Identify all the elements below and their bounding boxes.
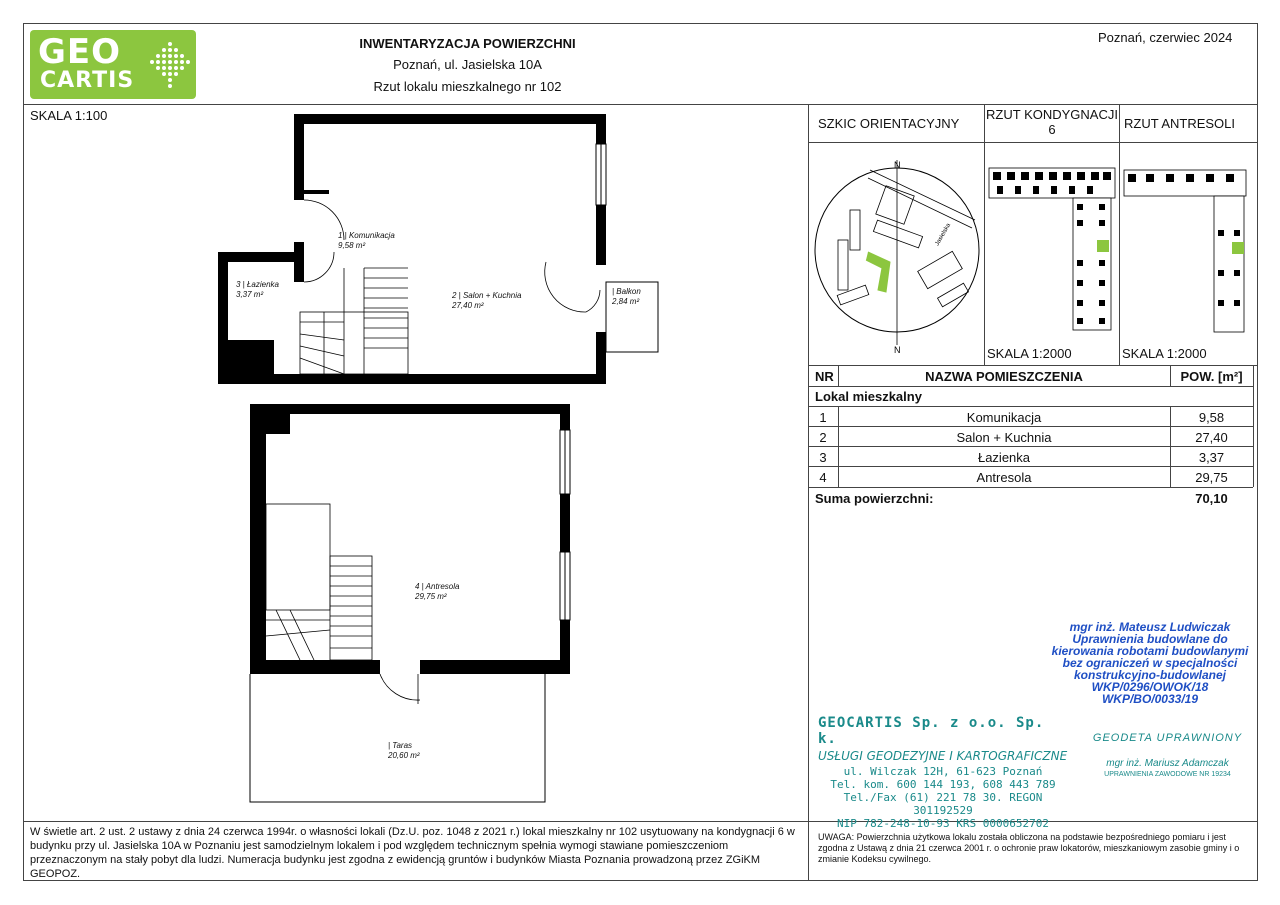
table-row-line-3 (808, 466, 1253, 467)
room-name: 2 | Salon + Kuchnia (452, 291, 522, 300)
row-nr: 1 (819, 410, 827, 425)
room-label-antresola (415, 582, 459, 602)
room-label-lazienka (236, 280, 279, 300)
row-name: Łazienka (977, 450, 1031, 465)
date: Poznań, czerwiec 2024 (1098, 30, 1233, 45)
company-phones: Tel. kom. 600 144 193, 608 443 789 (830, 778, 1056, 791)
mezzanine-sketch (1122, 160, 1257, 340)
company-address: ul. Wilczak 12H, 61-623 Poznań (843, 765, 1043, 778)
street-label: Jasielska (934, 222, 953, 247)
mezz-title: RZUT ANTRESOLI (1124, 116, 1236, 131)
surveyor-name: mgr inż. Mariusz Adamczak (1106, 758, 1229, 769)
col-name: NAZWA POMIESZCZENIA (925, 369, 1083, 384)
logo-text-top: GEO (38, 32, 122, 72)
footer-divider (23, 821, 1258, 822)
subtitle: Rzut lokalu mieszkalnego nr 102 (373, 79, 562, 94)
col-area: POW. [m²] (1180, 369, 1243, 384)
page-title: INWENTARYZACJA POWIERZCHNI (359, 36, 576, 51)
sketch-header-line (808, 142, 1258, 143)
row-nr: 4 (819, 470, 827, 485)
table-row-line-1 (808, 426, 1253, 427)
row-nr: 2 (819, 430, 827, 445)
cert-line: WKP/0296/OWOK/18 (1091, 680, 1209, 694)
cert-line: konstrukcyjno-budowlanej (1073, 668, 1226, 682)
sum-label: Suma powierzchni: (815, 491, 934, 506)
company-services: USŁUGI GEODEZYJNE I KARTOGRAFICZNE (818, 749, 1068, 763)
cert-line: WKP/BO/0033/19 (1101, 692, 1199, 706)
floor-title: RZUT KONDYGNACJI 6 (986, 107, 1118, 137)
surveyor-license: UPRAWNIENIA ZAWODOWE NR 19234 (1104, 771, 1231, 778)
table-header-line (808, 386, 1253, 387)
room-area: 3,37 m² (236, 290, 264, 299)
room-label-komunikacja (338, 231, 395, 251)
table-row-line-4 (808, 487, 1253, 488)
room-area: 2,84 m² (612, 297, 640, 306)
group-label: Lokal mieszkalny (815, 389, 922, 404)
legal-note: W świetle art. 2 ust. 2 ustawy z dnia 24 czerwca 1994r. o własności lokali (Dz.U. poz. 1048 z 2021 r.) lokal mieszkalny nr 102 usytuowany na kondygnacji 6 w budynku przy ul. Jasielska 10A w Poznaniu jest samodzielnym lokalem i pod względem technicznym spełnia wymogi stawiane pomieszczeniom przeznaczonym na stały pobyt dla ludzi. Numeracja budynku jest zgodna z ewidencją gruntów i budynków Miasta Poznania prowadzoną przez ZGiKM GEOPOZ. (30, 826, 795, 880)
company-fax: Tel./Fax (61) 221 78 30. REGON 301192529 (843, 791, 1043, 817)
certification-stamp (1050, 621, 1250, 705)
company-name: GEOCARTIS Sp. z o.o. Sp. k. (818, 715, 1045, 747)
room-label-salon (452, 291, 521, 311)
table-row-line-2 (808, 446, 1253, 447)
table-group-line (808, 406, 1253, 407)
room-area: 20,60 m² (388, 751, 420, 760)
room-name: 4 | Antresola (415, 582, 460, 591)
row-name: Antresola (976, 470, 1032, 485)
col-nr: NR (815, 369, 834, 384)
logo-text-bottom: CARTIS (40, 68, 135, 93)
row-nr: 3 (819, 450, 827, 465)
room-label-taras (388, 741, 420, 761)
row-area: 27,40 (1195, 430, 1228, 445)
plan-scale: SKALA 1:100 (30, 108, 108, 123)
company-ids: NIP 782-248-10-93 KRS 0000652702 (837, 817, 1049, 830)
row-name: Komunikacja (966, 410, 1042, 425)
surveyor-stamp (1080, 732, 1255, 778)
row-area: 3,37 (1198, 450, 1225, 465)
room-area: 9,58 m² (338, 241, 366, 250)
room-name: | Balkon (612, 287, 641, 296)
footer-mid-divider (808, 821, 809, 881)
sketch-divider-2 (1119, 104, 1120, 365)
row-name: Salon + Kuchnia (956, 430, 1052, 445)
mezz-scale: SKALA 1:2000 (1122, 346, 1207, 361)
row-area: 29,75 (1195, 470, 1228, 485)
table-right-border (1253, 365, 1254, 487)
orient-title: SZKIC ORIENTACYJNY (818, 116, 960, 131)
floor-scale: SKALA 1:2000 (987, 346, 1072, 361)
room-label-balkon (612, 287, 641, 307)
cert-name: mgr inż. Mateusz Ludwiczak (1069, 620, 1231, 634)
cert-line: kierowania robotami budowlanymi (1051, 644, 1249, 658)
company-stamp (818, 715, 1068, 830)
sketch-bottom-line (808, 365, 1258, 366)
orientation-sketch (810, 150, 985, 355)
room-name: 3 | Łazienka (236, 280, 279, 289)
sum-value: 70,10 (1195, 491, 1228, 506)
cert-line: Uprawnienia budowlane do (1072, 632, 1228, 646)
room-name: | Taras (388, 741, 413, 750)
address: Poznań, ul. Jasielska 10A (393, 57, 542, 72)
north-label-bottom: N (894, 345, 901, 355)
room-area: 27,40 m² (452, 301, 484, 310)
cert-line: bez ograniczeń w specjalności (1062, 656, 1238, 670)
floor-6-sketch (987, 160, 1117, 340)
row-area: 9,58 (1198, 410, 1225, 425)
north-label-top: N (894, 160, 901, 170)
surveyor-title: GEODETA UPRAWNIONY (1092, 732, 1243, 744)
room-name: 1 | Komunikacja (338, 231, 395, 240)
area-note: UWAGA: Powierzchnia użytkowa lokalu została obliczona na podstawie bezpośredniego pomiaru i jest zgodna z Ustawą z dnia 21 czerwca 2001 r. o ochronie praw lokatorów, mieszkaniowym zasobie gminy i o zmianie Kodeksu cywilnego. (818, 832, 1240, 864)
room-area: 29,75 m² (415, 592, 447, 601)
